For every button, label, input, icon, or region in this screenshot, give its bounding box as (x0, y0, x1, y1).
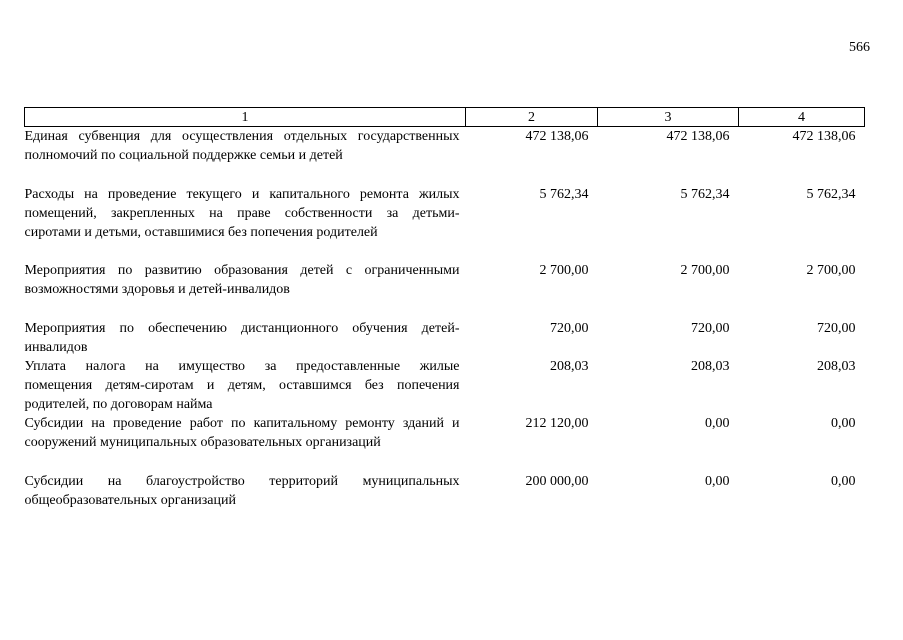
value-column-2: 472 138,06 (525, 129, 589, 144)
table-row (25, 319, 865, 357)
value-column-2: 200 000,00 (525, 473, 589, 489)
value-column-2: 2 700,00 (539, 262, 589, 278)
value-column-3: 208,03 (691, 358, 730, 374)
row-description (25, 472, 466, 512)
description-line: общеобразовательных организаций (24, 492, 236, 508)
column-header-2: 2 (466, 108, 598, 127)
value-column-4: 5 762,34 (806, 186, 856, 202)
row-description (25, 319, 466, 357)
table-row (25, 185, 865, 261)
value-column-2: 5 762,34 (539, 186, 589, 202)
column-header-1: 1 (25, 108, 466, 127)
value-column-3: 5 762,34 (680, 186, 730, 202)
table-body (25, 127, 865, 512)
description-line: помещений, закрепленных на праве собственности за детьми- (24, 205, 460, 221)
value-column-3: 2 700,00 (680, 262, 730, 278)
description-line: полномочий по социальной поддержке семьи и детей (24, 148, 343, 163)
row-description (25, 261, 466, 319)
value-column-3: 472 138,06 (666, 129, 730, 144)
row-description (25, 127, 466, 185)
page-number: 566 (849, 40, 870, 55)
table-row (25, 261, 865, 319)
description-line: Расходы на проведение текущего и капитального ремонта жилых (24, 186, 460, 202)
value-column-4: 0,00 (831, 415, 856, 431)
description-line: сиротами и детьми, оставшимися без попечения родителей (24, 224, 378, 240)
row-description (25, 357, 466, 414)
description-line: Субсидии на проведение работ по капитальному ремонту зданий и (24, 415, 460, 431)
budget-table (24, 107, 865, 512)
table-row (25, 414, 865, 472)
column-header-4: 4 (739, 108, 865, 127)
value-column-4: 472 138,06 (792, 129, 856, 144)
table-row (25, 357, 865, 414)
value-column-3: 720,00 (691, 320, 730, 336)
row-description (25, 185, 466, 261)
header-row (25, 108, 865, 127)
value-column-2: 720,00 (550, 320, 589, 336)
description-line: Мероприятия по развитию образования детей с ограниченными (24, 262, 460, 278)
table-row (25, 127, 865, 185)
value-column-4: 2 700,00 (806, 262, 856, 278)
value-column-3: 0,00 (705, 473, 730, 489)
description-line: родителей, по договорам найма (24, 396, 213, 412)
value-column-2: 208,03 (550, 358, 589, 374)
table-row (25, 472, 865, 512)
description-line: помещения детям-сиротам и детям, оставшимся без попечения (24, 377, 460, 393)
description-line: возможностями здоровья и детей-инвалидов (24, 281, 290, 297)
value-column-4: 0,00 (831, 473, 856, 489)
column-header-3: 3 (598, 108, 739, 127)
description-line: инвалидов (24, 339, 88, 355)
value-column-3: 0,00 (705, 415, 730, 431)
description-line: сооружений муниципальных образовательных организаций (24, 434, 381, 450)
description-line: Единая субвенция для осуществления отдельных государственных (24, 129, 460, 144)
description-line: Уплата налога на имущество за предоставленные жилые (24, 358, 460, 374)
value-column-4: 720,00 (817, 320, 856, 336)
description-line: Мероприятия по обеспечению дистанционного обучения детей- (24, 320, 460, 336)
value-column-4: 208,03 (817, 358, 856, 374)
row-description (25, 414, 466, 472)
description-line: Субсидии на благоустройство территорий муниципальных (24, 473, 460, 489)
value-column-2: 212 120,00 (525, 415, 589, 431)
